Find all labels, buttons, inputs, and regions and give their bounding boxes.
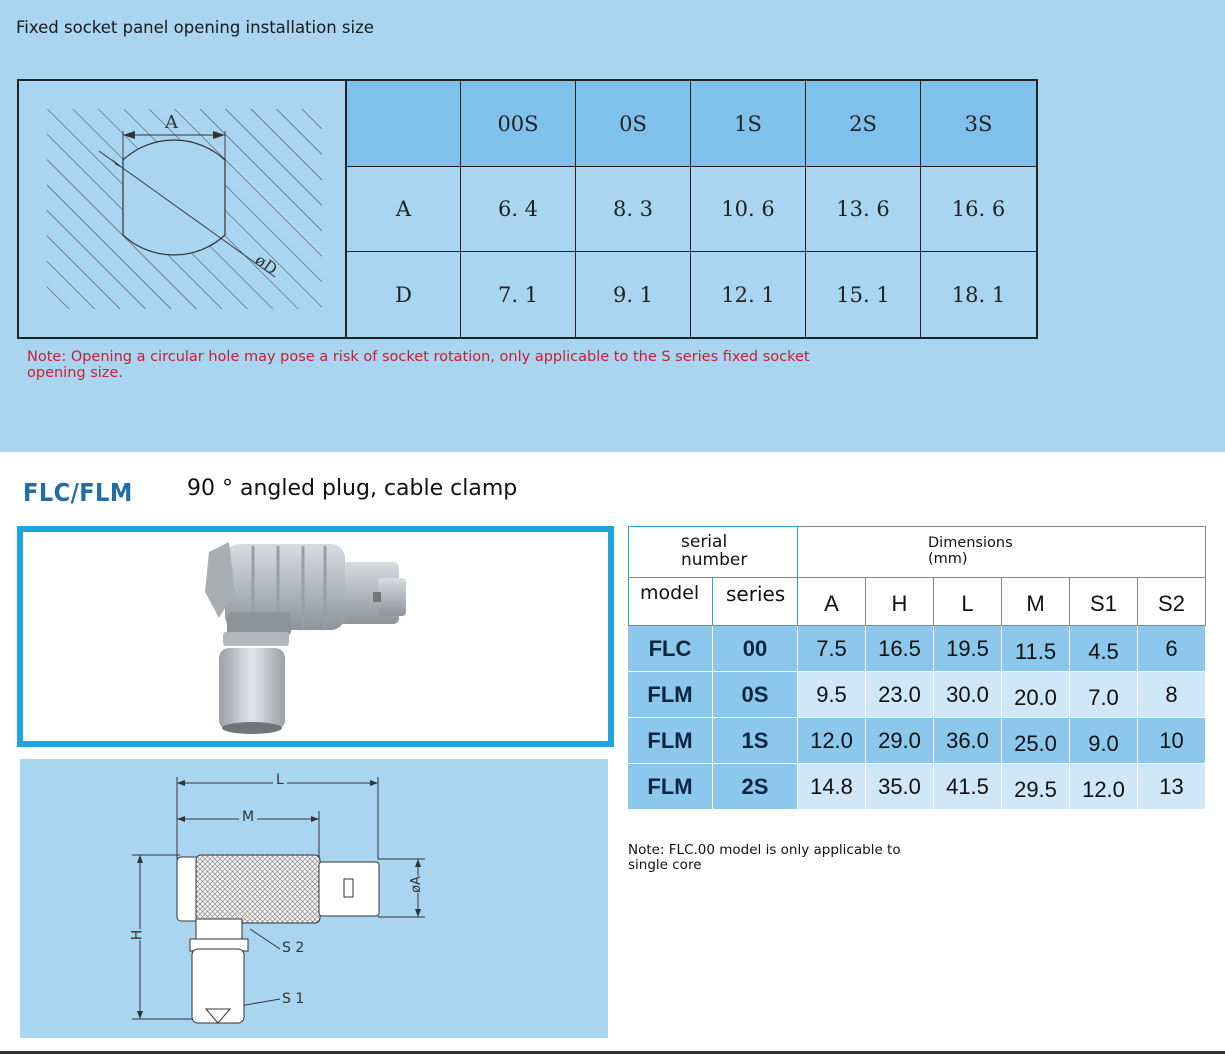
value-cell: 23.0 [866, 672, 934, 718]
model-cell: FLM [628, 764, 713, 810]
row-label-a: A [347, 167, 461, 252]
series-cell: 1S [713, 718, 798, 764]
series-cell: 0S [713, 672, 798, 718]
model-cell: FLM [628, 672, 713, 718]
value-cell: 20.0 [1002, 672, 1070, 718]
value-cell: 16.5 [866, 626, 934, 672]
series-cell: 00 [713, 626, 798, 672]
value-cell: 25.0 [1002, 718, 1070, 764]
product-photo [17, 526, 614, 747]
dimension-a-label: A [165, 112, 178, 133]
model-cell: FLM [628, 718, 713, 764]
angled-plug-illustration [23, 532, 608, 741]
table-cell: 16. 6 [921, 167, 1036, 252]
table-row [628, 764, 1206, 810]
value-cell: 12.0 [1070, 764, 1138, 810]
table-cell: 8. 3 [576, 167, 691, 252]
opening-size-title: Fixed socket panel opening installation size [16, 18, 374, 37]
table-cell: 18. 1 [921, 252, 1036, 337]
product-code: FLC/FLM [23, 478, 133, 507]
dimensions-header: Dimensions (mm) [798, 526, 1206, 578]
col-header-s1: S1 [1070, 578, 1138, 626]
serial-number-header: serial number [628, 526, 798, 578]
value-cell: 13 [1138, 764, 1206, 810]
value-cell: 10 [1138, 718, 1206, 764]
series-header: series [713, 578, 798, 626]
value-cell: 9.5 [798, 672, 866, 718]
product-description: 90 ° angled plug, cable clamp [187, 476, 518, 501]
value-cell: 29.0 [866, 718, 934, 764]
hole-outline [123, 140, 225, 255]
value-cell: 4.5 [1070, 626, 1138, 672]
opening-size-table-frame [17, 79, 1038, 339]
table-cell: 9. 1 [576, 252, 691, 337]
col-header: 1S [691, 81, 806, 167]
value-cell: 14.8 [798, 764, 866, 810]
panel-hole-diagram [19, 81, 347, 337]
dimension-s1-label: S 1 [282, 991, 305, 1007]
dimension-l-label: L [273, 772, 287, 788]
value-cell: 29.5 [1002, 764, 1070, 810]
value-cell: 36.0 [934, 718, 1002, 764]
dimensions-table [628, 526, 1206, 811]
dimension-s2-label: S 2 [282, 940, 305, 956]
dimension-a-label: øA [408, 876, 424, 893]
col-header-m: M [1002, 578, 1070, 626]
model-header: model [628, 578, 713, 626]
col-header-s2: S2 [1138, 578, 1206, 626]
col-header: 3S [921, 81, 1036, 167]
model-cell: FLC [628, 626, 713, 672]
dimension-drawing [20, 759, 608, 1038]
table-cell: 13. 6 [806, 167, 921, 252]
value-cell: 35.0 [866, 764, 934, 810]
table-cell: 7. 1 [461, 252, 576, 337]
value-cell: 41.5 [934, 764, 1002, 810]
col-header-h: H [866, 578, 934, 626]
value-cell: 11.5 [1002, 626, 1070, 672]
col-header-l: L [934, 578, 1002, 626]
value-cell: 7.0 [1070, 672, 1138, 718]
value-cell: 6 [1138, 626, 1206, 672]
rotation-risk-note: Note: Opening a circular hole may pose a risk of socket rotation, only applicable to the S series fixed socket opening size. [27, 349, 810, 381]
value-cell: 12.0 [798, 718, 866, 764]
value-cell: 7.5 [798, 626, 866, 672]
opening-size-table [347, 81, 1036, 337]
table-row [628, 672, 1206, 718]
single-core-note: Note: FLC.00 model is only applicable to single core [628, 842, 901, 873]
table-cell: 6. 4 [461, 167, 576, 252]
col-header: 00S [461, 81, 576, 167]
col-header: 2S [806, 81, 921, 167]
opening-size-panel [0, 0, 1225, 452]
table-row [628, 718, 1206, 764]
col-header: 0S [576, 81, 691, 167]
dimension-h-label: H [129, 929, 146, 941]
value-cell: 8 [1138, 672, 1206, 718]
table-cell: 12. 1 [691, 252, 806, 337]
table-cell: 10. 6 [691, 167, 806, 252]
col-header-a: A [798, 578, 866, 626]
technical-drawing [20, 759, 608, 1038]
value-cell: 9.0 [1070, 718, 1138, 764]
dimension-d-label: øD [251, 250, 281, 279]
row-label-d: D [347, 252, 461, 337]
table-corner-cell [347, 81, 461, 167]
table-cell: 15. 1 [806, 252, 921, 337]
table-row [628, 626, 1206, 672]
value-cell: 19.5 [934, 626, 1002, 672]
series-cell: 2S [713, 764, 798, 810]
value-cell: 30.0 [934, 672, 1002, 718]
dimension-m-label: M [239, 809, 257, 825]
